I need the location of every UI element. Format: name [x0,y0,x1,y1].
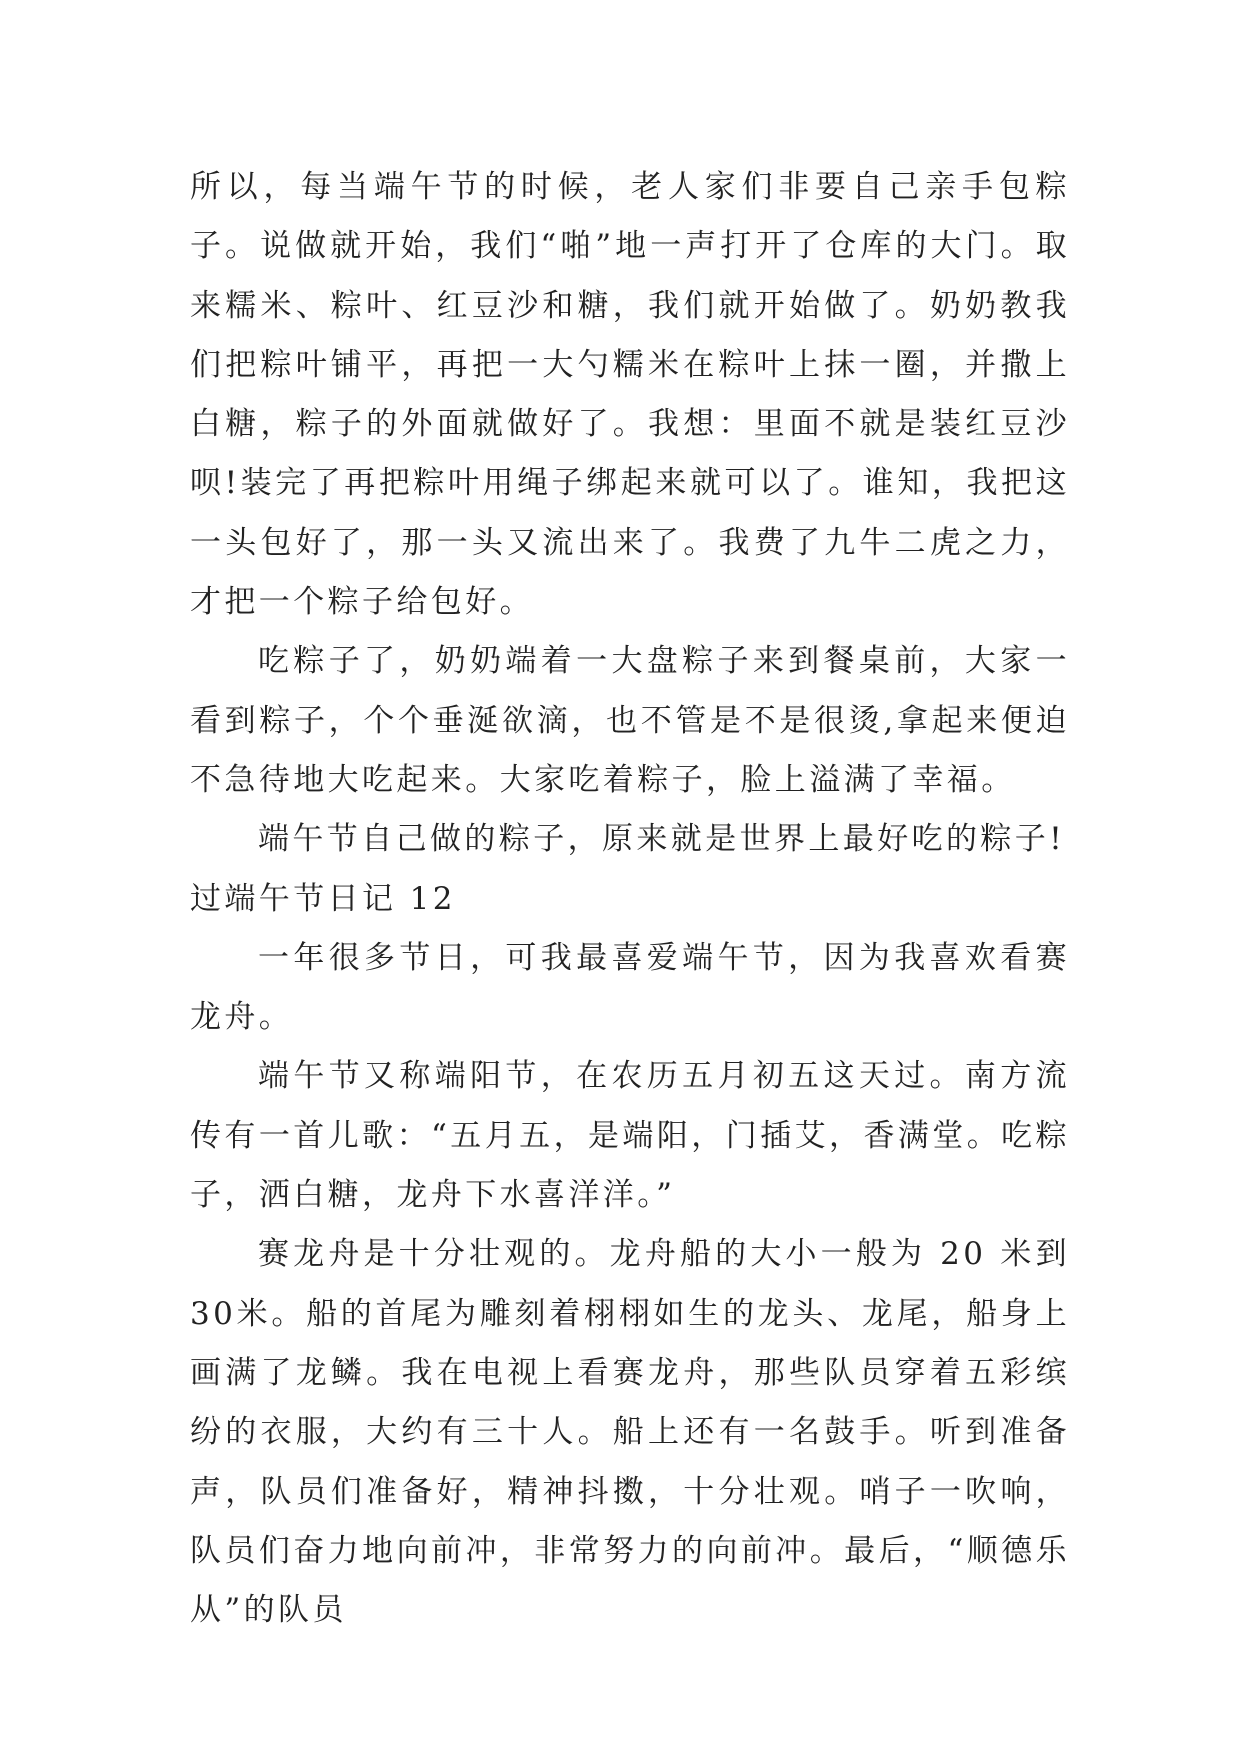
paragraph-making-zongzi: 所以，每当端午节的时候，老人家们非要自己亲手包粽子。说做就开始，我们“啪”地一声打开了仓库的大门。取来糯米、粽叶、红豆沙和糖，我们就开始做了。奶奶教我们把粽叶铺平，再把一大勺糯米在粽叶上抹一圈，并撒上白糖，粽子的外面就做好了。我想：里面不就是装红豆沙呗!装完了再把粽叶用绳子绑起来就可以了。谁知，我把这一头包好了，那一头又流出来了。我费了九牛二虎之力，才把一个粽子给包好。 [190,169,1070,621]
paragraph-festival-song: 端午节又称端阳节，在农历五月初五这天过。南方流传有一首儿歌：“五月五，是端阳，门插艾，香满堂。吃粽子，洒白糖，龙舟下水喜洋洋。” [190,1058,1070,1214]
paragraph-eating-zongzi: 吃粽子了，奶奶端着一大盘粽子来到餐桌前，大家一看到粽子，个个垂涎欲滴，也不管是不是很烫,拿起来便迫不急待地大吃起来。大家吃着粽子，脸上溢满了幸福。 [190,643,1070,798]
paragraph-favorite-festival: 一年很多节日，可我最喜爱端午节，因为我喜欢看赛龙舟。 [190,939,1070,1036]
paragraph-dragon-boat-race: 赛龙舟是十分壮观的。龙舟船的大小一般为 20 米到 30米。船的首尾为雕刻着栩栩如生的龙头、龙尾，船身上画满了龙鳞。我在电视上看赛龙舟，那些队员穿着五彩缤纷的衣服，大约有三十人。船上还有一名鼓手。听到准备声，队员们准备好，精神抖擞，十分壮观。哨子一吹响，队员们奋力地向前冲，非常努力的向前冲。最后，“顺德乐从”的队员 [190,1236,1070,1629]
paragraph-best-zongzi: 端午节自己做的粽子，原来就是世界上最好吃的粽子! [258,821,1066,858]
diary-heading: 过端午节日记 12 [190,880,456,917]
document-body [190,158,1070,1640]
